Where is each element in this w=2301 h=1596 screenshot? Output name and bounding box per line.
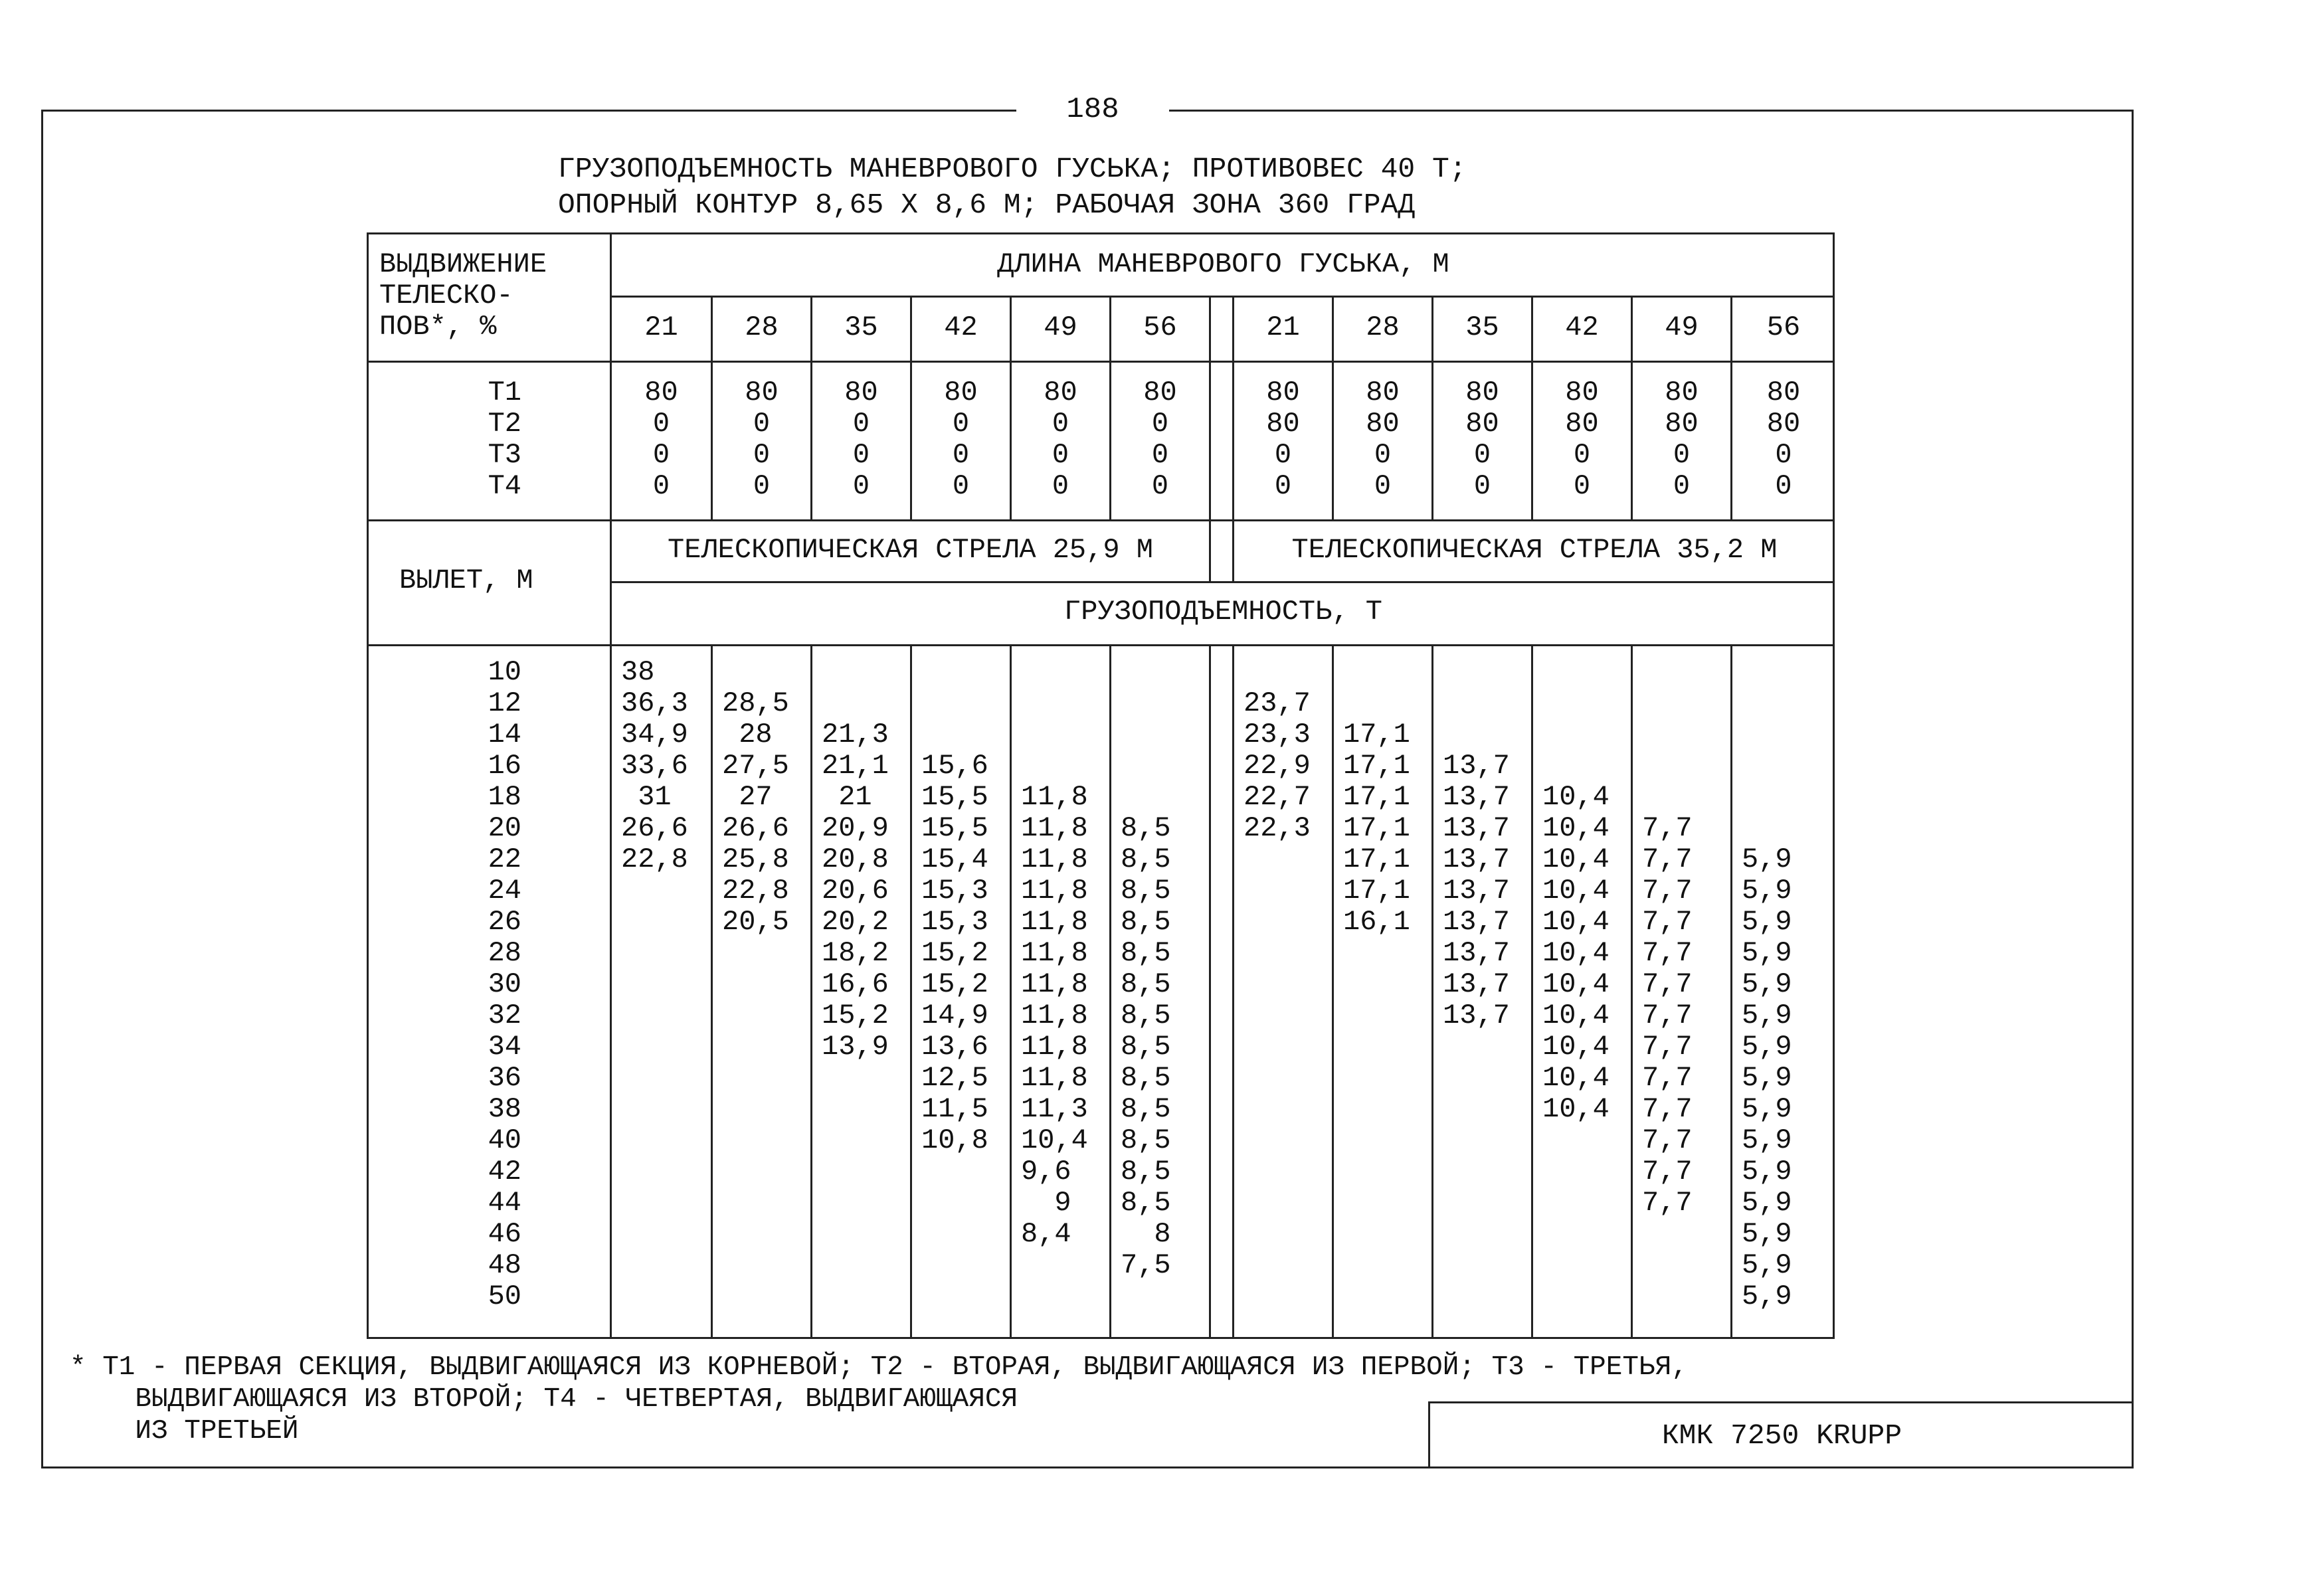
- telescope-extension-cell: 80 80 0 0: [1465, 377, 1499, 502]
- telescope-extension-cell: 80 80 0 0: [1565, 377, 1599, 502]
- capacity-column: 28,5 28 27,5 27 26,6 25,8 22,8 20,5: [722, 687, 789, 938]
- capacity-column: 21,3 21,1 21 20,9 20,8 20,6 20,2 18,2 16,6 15,2 13,9: [822, 719, 889, 1063]
- telescope-extension-cell: 80 80 0 0: [1366, 377, 1400, 502]
- boom-25-header: ТЕЛЕСКОПИЧЕСКАЯ СТРЕЛА 25,9 М: [668, 534, 1153, 566]
- capacity-header: ГРУЗОПОДЪЕМНОСТЬ, Т: [1064, 596, 1382, 628]
- capacity-column: 10,4 10,4 10,4 10,4 10,4 10,4 10,4 10,4 10,4 10,4 10,4: [1542, 781, 1610, 1125]
- jib-length-cell: 49: [1044, 311, 1077, 343]
- radius-values: 10 12 14 16 18 20 22 24 26 28 30 32 34 36 38 40 42 44 46 48 50: [488, 656, 521, 1312]
- jib-length-cell: 49: [1665, 311, 1699, 343]
- telescope-extension-cell: 80 0 0 0: [745, 377, 779, 502]
- page-number: 188: [1016, 90, 1169, 130]
- capacity-column: 17,1 17,1 17,1 17,1 17,1 17,1 16,1: [1343, 719, 1410, 938]
- capacity-column: 23,7 23,3 22,9 22,7 22,3: [1243, 687, 1311, 844]
- telescope-extension-cell: 80 80 0 0: [1665, 377, 1699, 502]
- load-chart-table: [367, 232, 1835, 1339]
- jib-length-cell: 35: [1465, 311, 1499, 343]
- title-line-1: ГРУЗОПОДЪЕМНОСТЬ МАНЕВРОВОГО ГУСЬКА; ПРОТИВОВЕС 40 Т;: [558, 153, 1467, 185]
- model-label: КМК 7250 KRUPP: [1428, 1401, 2134, 1468]
- jib-length-cell: 28: [745, 311, 779, 343]
- telescope-extension-cell: 80 0 0 0: [1143, 377, 1177, 502]
- capacity-column: 11,8 11,8 11,8 11,8 11,8 11,8 11,8 11,8 11,8 11,8 11,3 10,4 9,6 9 8,4: [1021, 781, 1088, 1250]
- table-title: [558, 151, 1820, 223]
- capacity-column: 7,7 7,7 7,7 7,7 7,7 7,7 7,7 7,7 7,7 7,7 7,7 7,7 7,7: [1642, 812, 1693, 1219]
- jib-length-cell: 21: [1266, 311, 1300, 343]
- jib-length-cell: 21: [644, 311, 678, 343]
- telescope-extension-cell: 80 0 0 0: [844, 377, 878, 502]
- title-line-2: ОПОРНЫЙ КОНТУР 8,65 Х 8,6 М; РАБОЧАЯ ЗОНА 360 ГРАД: [558, 189, 1416, 221]
- telescope-labels: Т1 Т2 Т3 Т4: [488, 377, 521, 502]
- capacity-column: 13,7 13,7 13,7 13,7 13,7 13,7 13,7 13,7 13,7: [1443, 750, 1510, 1031]
- boom-35-header: ТЕЛЕСКОПИЧЕСКАЯ СТРЕЛА 35,2 М: [1291, 534, 1778, 566]
- telescope-extension-cell: 80 80 0 0: [1266, 377, 1300, 502]
- telescope-extension-cell: 80 0 0 0: [944, 377, 978, 502]
- jib-length-cell: 42: [1565, 311, 1599, 343]
- telescope-extension-cell: 80 80 0 0: [1766, 377, 1801, 502]
- radius-header: ВЫЛЕТ, М: [399, 565, 533, 596]
- capacity-column: 15,6 15,5 15,5 15,4 15,3 15,3 15,2 15,2 14,9 13,6 12,5 11,5 10,8: [921, 750, 988, 1156]
- jib-length-cell: 28: [1366, 311, 1400, 343]
- jib-length-cell: 42: [944, 311, 978, 343]
- capacity-column: 38 36,3 34,9 33,6 31 26,6 22,8: [621, 656, 688, 875]
- jib-length-header: ДЛИНА МАНЕВРОВОГО ГУСЬКА, М: [997, 248, 1449, 280]
- jib-length-cell: 56: [1766, 311, 1801, 343]
- capacity-column: 8,5 8,5 8,5 8,5 8,5 8,5 8,5 8,5 8,5 8,5 8,5 8,5 8,5 8 7,5: [1121, 812, 1171, 1281]
- footnote: * Т1 - ПЕРВАЯ СЕКЦИЯ, ВЫДВИГАЮЩАЯСЯ ИЗ КОРНЕВОЙ; Т2 - ВТОРАЯ, ВЫДВИГАЮЩАЯСЯ ИЗ ПЕРВОЙ; Т3 - ТРЕТЬЯ, ВЫДВИГАЮЩАЯСЯ ИЗ ВТОРОЙ; Т4 - ЧЕТВЕРТАЯ, ВЫДВИГАЮЩАЯСЯ ИЗ ТРЕТЬЕЙ: [70, 1352, 1688, 1447]
- telescope-extension-cell: 80 0 0 0: [644, 377, 678, 502]
- jib-length-cell: 56: [1143, 311, 1177, 343]
- corner-header: ВЫДВИЖЕНИЕ ТЕЛЕСКО- ПОВ*, %: [379, 248, 547, 343]
- capacity-column: 5,9 5,9 5,9 5,9 5,9 5,9 5,9 5,9 5,9 5,9 5,9 5,9 5,9 5,9 5,9: [1742, 843, 1792, 1312]
- telescope-extension-cell: 80 0 0 0: [1044, 377, 1077, 502]
- jib-length-cell: 35: [844, 311, 878, 343]
